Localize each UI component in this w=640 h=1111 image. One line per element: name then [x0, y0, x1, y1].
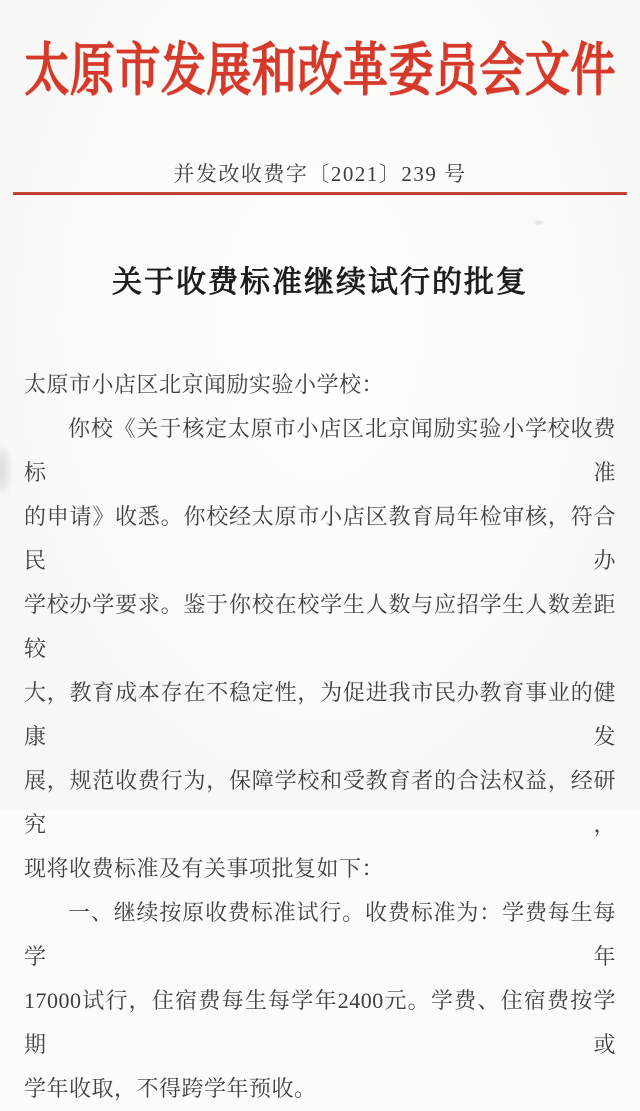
body-line: 现将收费标准及有关事项批复如下： [24, 856, 385, 881]
red-divider-rule [13, 192, 627, 195]
body-line: 大，教育成本存在不稳定性，为促进我市民办教育事业的健康发 [24, 680, 616, 749]
body-line: 一、继续按原收费标准试行。收费标准为：学费每生每学年 [24, 900, 616, 969]
body-line: 你校《关于核定太原市小店区北京闻励实验小学校收费标准 [24, 416, 616, 485]
body-line: 学校办学要求。鉴于你校在校学生人数与应招学生人数差距较 [24, 592, 616, 661]
salutation-line: 太原市小店区北京闻励实验小学校： [24, 372, 385, 397]
body-line: 的申请》收悉。你校经太原市小店区教育局年检审核，符合民办 [24, 504, 616, 573]
body-line: 17000试行，住宿费每生每学年2400元。学费、住宿费按学期或 [24, 988, 616, 1057]
document-title: 关于收费标准继续试行的批复 [112, 266, 528, 299]
body-line: 展，规范收费行为，保障学校和受教育者的合法权益，经研究， [24, 768, 616, 837]
body-line: 学年收取，不得跨学年预收。 [24, 1076, 317, 1101]
agency-header-title: 太原市发展和改革委员会文件 [24, 38, 616, 103]
doc-number: 并发改收费字〔2021〕239 号 [173, 162, 467, 186]
scan-speck [534, 221, 543, 224]
document-body [0, 363, 640, 1111]
